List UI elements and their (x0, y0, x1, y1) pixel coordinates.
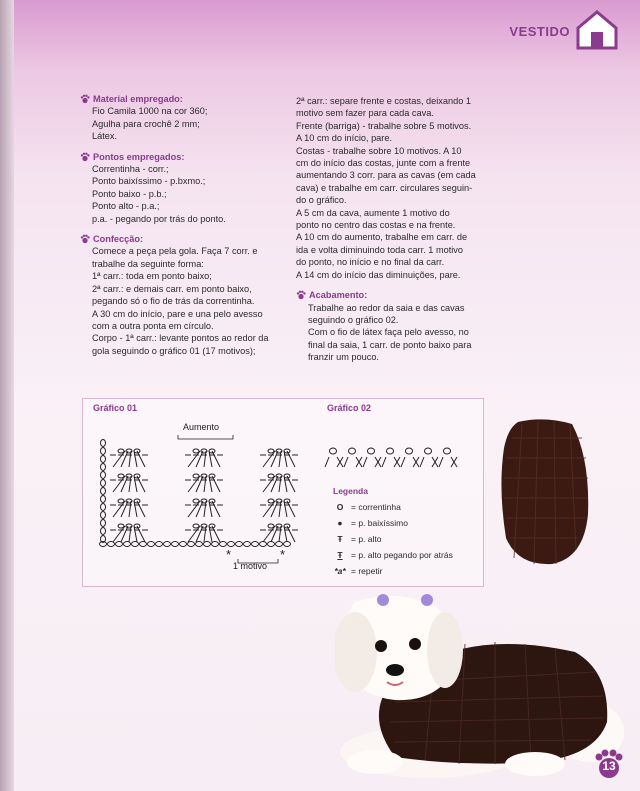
text-line: Agulha para crochê 2 mm; (92, 118, 200, 129)
text-line: A 10 cm do aumento, trabalhe em carr. de (296, 232, 468, 243)
text-line: final da saia, 1 carr. de ponto baixo para (308, 339, 472, 350)
page-spine (0, 0, 14, 791)
grafico-02-title: Gráfico 02 (327, 403, 372, 413)
legend-title: Legenda (333, 486, 368, 496)
text-line: cm do início das costas, junte com a frente (296, 158, 471, 169)
section-title: VESTIDO (509, 24, 570, 39)
text-line: Látex. (92, 131, 118, 142)
legend-item: ● = p. baixíssimo (337, 518, 408, 528)
crochet-charts (82, 398, 484, 587)
instructions-column-1 (80, 93, 285, 365)
text-line: ponto no centro das costas e na frente. (296, 220, 456, 231)
acabamento-heading: Acabamento: (296, 289, 496, 301)
legend-item: Ŧ = p. alto pegando por atrás (337, 550, 453, 560)
material-heading: Material empregado: (80, 93, 285, 105)
dog-photo (335, 592, 625, 782)
text-line: Corpo - 1ª carr.: levante pontos ao redor da (92, 333, 269, 344)
material-body (80, 105, 285, 142)
sweater-photo (498, 418, 590, 566)
text-line: 1ª carr.: toda em ponto baixo; (92, 271, 212, 282)
confeccao-heading: Confecção: (80, 233, 285, 245)
text-line: Correntinha - corr.; (92, 164, 169, 175)
page-number: 13 (602, 759, 616, 773)
text-line: Trabalhe ao redor da saia e das cavas (308, 302, 465, 313)
text-line: A 14 cm do início das diminuições, pare. (296, 269, 461, 280)
text-line: cava) e trabalhe em carr. circulares seguin- (296, 182, 473, 193)
paw-icon (80, 234, 90, 244)
legend-item: O = correntinha (336, 502, 401, 512)
paw-icon (80, 152, 90, 162)
text-line: Costas - trabalhe sobre 10 motivos. A 10 (296, 145, 462, 156)
text-line: do ponto, no início e no final da carr. (296, 257, 445, 268)
text-line: 2ª carr.: e demais carr. em ponto baixo, (92, 283, 252, 294)
svg-text:*: * (280, 547, 286, 562)
acabamento-body (296, 302, 496, 364)
text-line: com a outra ponta em círculo. (92, 320, 214, 331)
text-line: pegando só o fio de trás da correntinha. (92, 296, 255, 307)
text-line: Fio Camila 1000 na cor 360; (92, 106, 208, 117)
text-line: Comece a peça pela gola. Faça 7 corr. e (92, 246, 258, 257)
text-line: A 10 cm do início, pare. (296, 133, 393, 144)
text-line: 2ª carr.: separe frente e costas, deixando 1 (296, 96, 472, 106)
text-line: Ponto alto - p.a.; (92, 201, 160, 212)
motivo-label: 1 motivo (233, 561, 268, 571)
text-line: p.a. - pegando por trás do ponto. (92, 213, 226, 224)
svg-text:*: * (226, 547, 232, 562)
legend-item: Ŧ = p. alto (337, 534, 382, 544)
aumento-label: Aumento (183, 422, 220, 432)
text-line: trabalhe da seguinte forma: (92, 258, 204, 269)
text-line: aumentando 3 corr. para as cavas (em cada (296, 170, 476, 181)
chart-legend (333, 483, 453, 579)
text-line: Ponto baixo - p.b.; (92, 188, 167, 199)
confeccao-body (80, 245, 285, 357)
text-line: A 5 cm da cava, aumente 1 motivo do (296, 207, 450, 218)
text-line: Ponto baixíssimo - p.bxmo.; (92, 176, 206, 187)
text-line: Com o fio de látex faça pelo avesso, no (308, 327, 469, 338)
paw-icon (296, 290, 306, 300)
house-icon (574, 6, 620, 52)
legend-item: *a* = repetir (334, 566, 383, 576)
text-line: Frente (barriga) - trabalhe sobre 5 motivos. (296, 120, 472, 131)
pontos-body (80, 163, 285, 225)
instructions-column-2 (296, 95, 496, 372)
pontos-heading: Pontos empregados: (80, 151, 285, 163)
text-line: do o gráfico. (296, 195, 347, 206)
text-line: ida e volta diminuindo toda carr. 1 motivo (296, 244, 463, 255)
text-line: motivo sem fazer para cada cava. (296, 108, 434, 119)
page-number-badge (594, 749, 624, 779)
grafico-01-title: Gráfico 01 (93, 403, 138, 413)
body-continuation (296, 95, 496, 281)
text-line: franzir um pouco. (308, 352, 379, 363)
text-line: seguindo o gráfico 02. (308, 314, 399, 325)
text-line: gola seguindo o gráfico 01 (17 motivos); (92, 345, 256, 356)
text-line: A 30 cm do início, pare e una pelo avesso (92, 308, 263, 319)
paw-icon (80, 94, 90, 104)
